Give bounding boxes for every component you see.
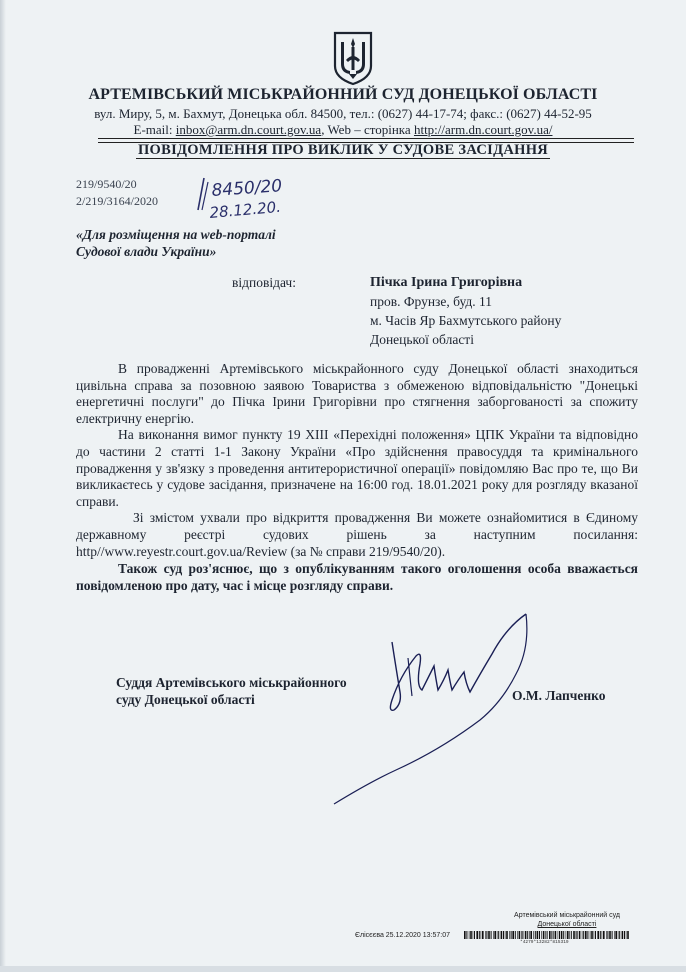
barcode-bar xyxy=(491,931,492,939)
judge-title-line1: Суддя Артемівського міськрайонного xyxy=(116,675,347,690)
respondent-address-line1: пров. Фрунзе, буд. 11 xyxy=(370,294,493,309)
barcode-bar xyxy=(521,931,522,939)
respondent-address xyxy=(370,292,561,349)
barcode-bar xyxy=(627,931,629,939)
barcode-bar xyxy=(600,931,601,939)
court-contacts-line xyxy=(0,122,686,138)
barcode-bar xyxy=(602,931,603,939)
barcode-bar xyxy=(525,931,527,939)
barcode-bar xyxy=(539,931,540,939)
trident-coat-of-arms-icon xyxy=(332,30,374,86)
barcode-bar xyxy=(591,931,593,939)
barcode-bar xyxy=(535,931,536,939)
barcode-bar xyxy=(624,931,625,939)
barcode-bar xyxy=(567,931,569,939)
barcode-bar xyxy=(571,931,572,939)
barcode-bar xyxy=(607,931,608,939)
barcode-bar xyxy=(618,931,619,939)
barcode-bar xyxy=(505,931,506,939)
barcode-bar xyxy=(509,931,510,939)
barcode-bar xyxy=(479,931,480,939)
barcode-bar xyxy=(481,931,482,939)
notice-body xyxy=(76,361,638,594)
handwritten-date: 28.12.20. xyxy=(208,197,282,222)
barcode-bar xyxy=(476,931,478,939)
barcode-bar xyxy=(619,931,620,939)
barcode-bar xyxy=(501,931,503,939)
barcode-bar xyxy=(587,931,588,939)
barcode-bar xyxy=(603,931,605,939)
barcode-bar xyxy=(553,931,554,939)
barcode-bar xyxy=(511,931,512,939)
barcode-bar xyxy=(498,931,499,939)
barcode-bar xyxy=(515,931,516,939)
barcode-bar xyxy=(597,931,599,939)
barcode-bar xyxy=(494,931,496,939)
barcode-bar xyxy=(555,931,557,939)
handwritten-number: 8450/20 xyxy=(210,176,283,201)
barcode-bar xyxy=(612,931,613,939)
barcode-bar xyxy=(558,931,559,939)
court-name-heading: АРТЕМІВСЬКИЙ МІСЬКРАЙОННИЙ СУД ДОНЕЦЬКОЇ ОБЛАСТІ xyxy=(88,86,598,103)
barcode-bar xyxy=(522,931,523,939)
barcode-bar xyxy=(590,931,591,939)
judge-title xyxy=(116,674,347,708)
barcode-bar xyxy=(488,931,490,939)
barcode-bar xyxy=(626,931,627,939)
barcode-bar xyxy=(519,931,521,939)
barcode-bar xyxy=(482,931,484,939)
email-prefix: E-mail: xyxy=(133,122,176,137)
barcode-bar xyxy=(579,931,581,939)
barcode-bar xyxy=(469,931,470,939)
body-paragraph-2: На виконання вимог пункту 19 XIII «Перехідні положення» ЦПК України та відповідно до частини 2 статті 1-1 Закону України «Про здійснення правосуддя та кримінального провадження у зв'язку з проведення антитерористичної операції» повідомляю Вас про те, що Ви викликаєтесь у судове засідання, призначене на 16:00 год. 18.01.2021 року для розгляду вказаної справи. xyxy=(76,427,638,509)
barcode-bar xyxy=(497,931,498,939)
barcode-bar xyxy=(566,931,567,939)
document-number: 2/219/3164/2020 xyxy=(76,194,159,208)
barcode-bar xyxy=(573,931,575,939)
barcode-bar xyxy=(614,931,615,939)
barcode-bar xyxy=(466,931,467,939)
barcode-bar xyxy=(474,931,475,939)
respondent-address-line2: м. Часів Яр Бахмутського району xyxy=(370,313,562,328)
handwritten-registration-mark xyxy=(196,176,336,226)
website-link[interactable]: http://arm.dn.court.gov.ua/ xyxy=(413,122,553,137)
barcode-bar xyxy=(609,931,611,939)
handwritten-signature-icon xyxy=(330,608,560,808)
court-address-line: вул. Миру, 5, м. Бахмут, Донецька обл. 84500, тел.: (0627) 44-17-74; факс.: (0627) 44-52-95 xyxy=(94,106,592,121)
barcode-bar xyxy=(541,931,542,939)
barcode-bar xyxy=(530,931,532,939)
barcode-bar xyxy=(529,931,530,939)
stamp-court-line2: Донецької області xyxy=(537,921,597,928)
web-prefix: , Web – сторінка xyxy=(321,122,414,137)
barcode-bar xyxy=(473,931,474,939)
barcode-bar xyxy=(512,931,514,939)
web-portal-note-line1: «Для розміщення на web-порталі xyxy=(76,227,276,242)
barcode-bar xyxy=(506,931,508,939)
case-number: 219/9540/20 xyxy=(76,177,137,191)
barcode-bar xyxy=(549,931,551,939)
body-paragraph-3: Зі змістом ухвали про відкриття провадження Ви можете ознайомитися в Єдиному державному реєстрі судових рішень за наступним посилання: http//www.reyestr.court.gov.ua/Review (за № справи 219/9540/20). xyxy=(76,510,638,559)
barcode-bar xyxy=(585,931,587,939)
barcode-bar xyxy=(569,931,570,939)
barcode-bar xyxy=(527,931,528,939)
stamp-court-line1: Артемівський міськрайонний суд xyxy=(514,912,620,919)
barcode-bar xyxy=(594,931,595,939)
barcode-bar xyxy=(561,931,563,939)
barcode-bar xyxy=(517,931,518,939)
judge-name: О.М. Лапченко xyxy=(512,688,606,703)
barcode-bar xyxy=(545,931,546,939)
barcode-bar xyxy=(485,931,486,939)
barcode-bar xyxy=(595,931,596,939)
barcode-digits: *4279*13282*815319 xyxy=(520,940,569,945)
judge-title-line2: суду Донецької області xyxy=(116,692,255,707)
barcode-bar xyxy=(537,931,539,939)
barcode-bar xyxy=(543,931,545,939)
barcode-bar xyxy=(551,931,552,939)
barcode-bar xyxy=(464,931,466,939)
notice-title xyxy=(0,142,686,159)
barcode-bar xyxy=(559,931,560,939)
barcode-bar xyxy=(547,931,548,939)
barcode-bar xyxy=(583,931,584,939)
email-link[interactable]: inbox@arm.dn.court.gov.ua xyxy=(175,122,322,137)
web-portal-note-line2: Судової влади України» xyxy=(76,244,217,259)
respondent-label: відповідач: xyxy=(232,275,296,290)
barcode-bar xyxy=(615,931,617,939)
registration-stamp-date: Єлісєєва 25.12.2020 13:57:07 xyxy=(355,932,451,939)
respondent-address-line3: Донецької області xyxy=(370,332,474,347)
barcode-bar xyxy=(470,931,472,939)
barcode-bar xyxy=(563,931,564,939)
barcode-bar xyxy=(533,931,534,939)
barcode-bar xyxy=(493,931,494,939)
notice-title-text: ПОВІДОМЛЕННЯ ПРО ВИКЛИК У СУДОВЕ ЗАСІДАННЯ xyxy=(137,142,549,158)
barcode-bar xyxy=(606,931,607,939)
barcode-bar xyxy=(582,931,583,939)
web-portal-note xyxy=(76,226,276,260)
registration-stamp-court xyxy=(502,911,632,929)
body-paragraph-4: Також суд роз'яснює, що з опублікуванням такого оголошення особа вважається повідомленою про дату, час і місце розгляду справи. xyxy=(76,561,638,593)
barcode-bar xyxy=(576,931,577,939)
barcode-bar xyxy=(486,931,487,939)
barcode-icon xyxy=(464,931,632,939)
barcode-bar xyxy=(622,931,624,939)
barcode-bar xyxy=(503,931,504,939)
barcode-bar xyxy=(577,931,578,939)
scan-bottom-band xyxy=(0,966,686,972)
body-paragraph-1: В провадженні Артемівського міськрайонного суду Донецької області знаходиться цивільна справа за позовною заявою Товариства з обмеженою відповідальністю "Донецькі енергетичні послуги" до Пічка Ірини Григорівни про стягнення заборгованості за спожиту електричну енергію. xyxy=(76,361,638,426)
respondent-name: Пічка Ірина Григорівна xyxy=(370,275,523,290)
